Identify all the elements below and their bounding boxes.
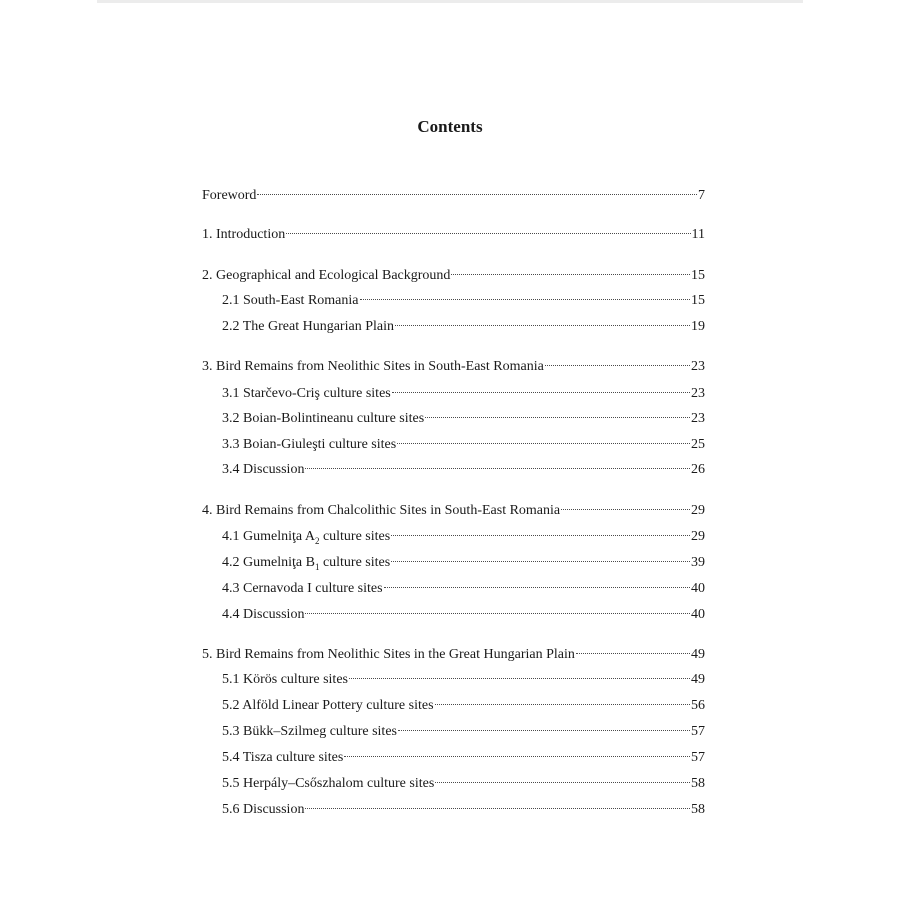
toc-entry-page: 29 (691, 529, 705, 544)
toc-entry-page: 23 (691, 386, 705, 401)
toc-entry-page: 58 (691, 776, 705, 791)
toc-entry-page: 49 (691, 672, 705, 687)
toc-entry-foreword[interactable] (202, 184, 705, 205)
toc-entry-label: 5.4 Tisza culture sites (222, 750, 344, 765)
toc-entry-page: 57 (691, 750, 705, 765)
toc-entry-chapter-5[interactable] (202, 643, 705, 664)
dot-leader (305, 599, 690, 614)
dot-leader (397, 429, 690, 444)
toc-entry-section-5-4[interactable] (222, 746, 705, 767)
toc-entry-page: 40 (691, 607, 705, 622)
dot-leader (305, 454, 690, 469)
toc-entry-section-4-1[interactable] (222, 525, 705, 546)
toc-entry-label: 5.3 Bükk–Szilmeg culture sites (222, 724, 397, 739)
page-top-edge (97, 0, 803, 3)
toc-entry-label: 5.6 Discussion (222, 802, 305, 817)
dot-leader (286, 219, 690, 234)
dot-leader (344, 742, 690, 757)
toc-entry-label: 5. Bird Remains from Neolithic Sites in the Great Hungarian Plain (202, 647, 575, 662)
label-suffix: culture sites (319, 555, 391, 570)
toc-entry-label: 5.2 Alföld Linear Pottery culture sites (222, 698, 434, 713)
toc-entry-page: 23 (691, 359, 705, 374)
toc-entry-page: 39 (691, 555, 705, 570)
dot-leader (384, 573, 690, 588)
label-subscript: 2 (314, 535, 320, 546)
toc-entry-label: 4.3 Cernavoda I culture sites (222, 581, 383, 596)
toc-entry-page: 56 (691, 698, 705, 713)
toc-entry-page: 19 (691, 319, 705, 334)
label-prefix: 4.1 Gumelniţa A (222, 529, 315, 544)
label-subscript: 1 (314, 561, 320, 572)
toc-entry-page: 29 (691, 503, 705, 518)
dot-leader (545, 351, 690, 366)
toc-entry-label: 2. Geographical and Ecological Background (202, 268, 451, 283)
toc-entry-page: 57 (691, 724, 705, 739)
toc-entry-section-3-2[interactable] (222, 407, 705, 428)
dot-leader (391, 521, 690, 536)
toc-entry-introduction[interactable] (202, 223, 705, 244)
toc-entry-label: 4.4 Discussion (222, 607, 305, 622)
toc-entry-section-2-2[interactable] (222, 315, 705, 336)
toc-entry-chapter-2[interactable] (202, 264, 705, 285)
toc-entry-section-5-5[interactable] (222, 772, 705, 793)
toc-entry-label (222, 528, 390, 546)
toc-entry-page: 25 (691, 437, 705, 452)
toc-entry-section-3-3[interactable] (222, 433, 705, 454)
toc-entry-section-5-6[interactable] (222, 798, 705, 819)
toc-entry-label: Foreword (202, 188, 257, 203)
toc-entry-label: 3.1 Starčevo-Criş culture sites (222, 386, 391, 401)
toc-entry-label: 2.1 South-East Romania (222, 293, 359, 308)
toc-entry-section-5-2[interactable] (222, 694, 705, 715)
dot-leader (257, 180, 697, 195)
toc-entry-page: 58 (691, 802, 705, 817)
toc-entry-page: 26 (691, 462, 705, 477)
toc-entry-section-3-4[interactable] (222, 458, 705, 479)
toc-entry-page: 23 (691, 411, 705, 426)
dot-leader (435, 690, 690, 705)
toc-entry-label: 5.5 Herpály–Csőszhalom culture sites (222, 776, 435, 791)
dot-leader (395, 311, 690, 326)
toc-entry-section-4-2[interactable] (222, 551, 705, 572)
toc-entry-page: 7 (698, 188, 705, 203)
toc-entry-label: 3. Bird Remains from Neolithic Sites in South-East Romania (202, 359, 544, 374)
toc-entry-chapter-3[interactable] (202, 355, 705, 376)
dot-leader (398, 716, 690, 731)
toc-entry-label (222, 554, 390, 572)
dot-leader (576, 639, 690, 654)
toc-entry-section-3-1[interactable] (222, 382, 705, 403)
label-suffix: culture sites (319, 529, 391, 544)
toc-entry-label: 2.2 The Great Hungarian Plain (222, 319, 394, 334)
toc-entry-chapter-4[interactable] (202, 499, 705, 520)
dot-leader (425, 403, 690, 418)
page-title: Contents (417, 117, 483, 136)
toc-entry-label: 5.1 Körös culture sites (222, 672, 348, 687)
toc-entry-label: 3.3 Boian-Giuleşti culture sites (222, 437, 397, 452)
dot-leader (305, 794, 690, 809)
toc-entry-label: 4. Bird Remains from Chalcolithic Sites in South-East Romania (202, 503, 561, 518)
toc-entry-section-4-3[interactable] (222, 577, 705, 598)
dot-leader (391, 547, 690, 562)
dot-leader (392, 378, 690, 393)
toc-entry-label: 1. Introduction (202, 227, 286, 242)
toc-entry-section-2-1[interactable] (222, 289, 705, 310)
label-prefix: 4.2 Gumelniţa B (222, 555, 315, 570)
toc-entry-section-5-3[interactable] (222, 720, 705, 741)
toc-entry-page: 15 (691, 293, 705, 308)
toc-entry-label: 3.4 Discussion (222, 462, 305, 477)
toc-entry-section-5-1[interactable] (222, 668, 705, 689)
toc-entry-label: 3.2 Boian-Bolintineanu culture sites (222, 411, 425, 426)
dot-leader (451, 260, 690, 275)
toc-entry-page: 11 (691, 227, 705, 242)
dot-leader (561, 495, 690, 510)
toc-entry-page: 40 (691, 581, 705, 596)
dot-leader (349, 664, 690, 679)
dot-leader (360, 285, 691, 300)
toc-entry-page: 49 (691, 647, 705, 662)
toc-entry-page: 15 (691, 268, 705, 283)
toc-entry-section-4-4[interactable] (222, 603, 705, 624)
dot-leader (435, 768, 690, 783)
